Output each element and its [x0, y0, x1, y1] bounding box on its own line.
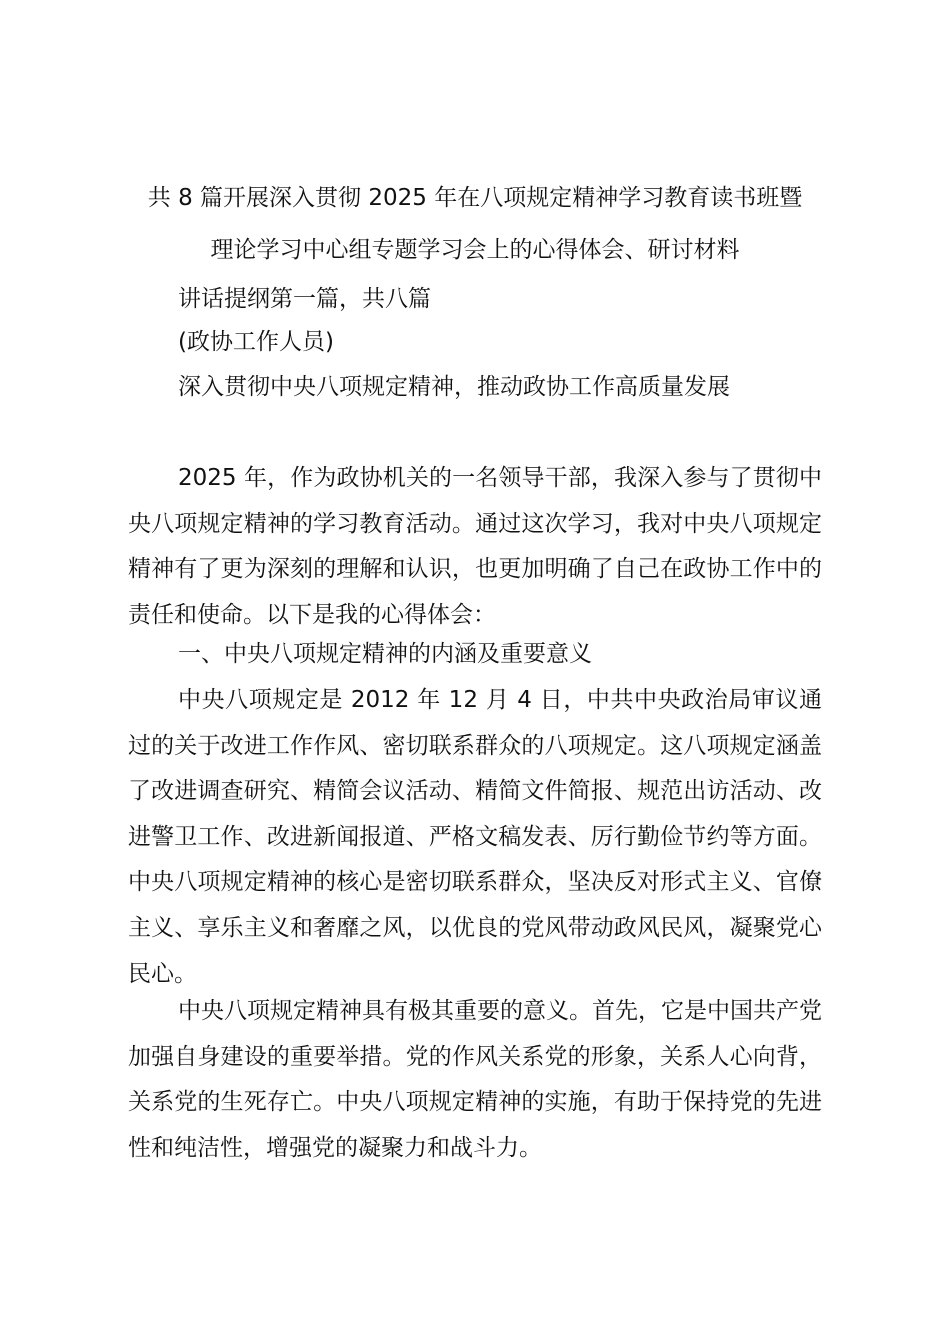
paragraph-intro: 2025 年，作为政协机关的一名领导干部，我深入参与了贯彻中央八项规定精神的学习教育活动。通过这次学习，我对中央八项规定精神有了更为深刻的理解和认识，也更加明确了自己在政协工作中的责任和使命。以下是我的心得体会：: [128, 465, 822, 628]
paragraph-definition: 中央八项规定是 2012 年 12 月 4 日，中共中央政治局审议通过的关于改进工作作风、密切联系群众的八项规定。这八项规定涵盖了改进调查研究、精简会议活动、精简文件简报、规范出访活动、改进警卫工作、改进新闻报道、严格文稿发表、厉行勤俭节约等方面。中央八项规定精神的核心是密切联系群众，坚决反对形式主义、官僚主义、享乐主义和奢靡之风，以优良的党风带动政风民风，凝聚党心民心。: [128, 687, 822, 987]
document-title-line-1: 共 8 篇开展深入贯彻 2025 年在八项规定精神学习教育读书班暨: [147, 185, 803, 211]
document-author: (政协工作人员): [178, 329, 334, 355]
document-subtitle: 讲话提纲第一篇，共八篇: [178, 286, 431, 312]
document-heading: 深入贯彻中央八项规定精神，推动政协工作高质量发展: [178, 374, 730, 400]
section-heading-1: 一、中央八项规定精神的内涵及重要意义: [178, 641, 592, 667]
document-title-line-2: 理论学习中心组专题学习会上的心得体会、研讨材料: [210, 237, 740, 263]
paragraph-significance: 中央八项规定精神具有极其重要的意义。首先，它是中国共产党加强自身建设的重要举措。党的作风关系党的形象，关系人心向背，关系党的生死存亡。中央八项规定精神的实施，有助于保持党的先进性和纯洁性，增强党的凝聚力和战斗力。: [128, 998, 822, 1161]
